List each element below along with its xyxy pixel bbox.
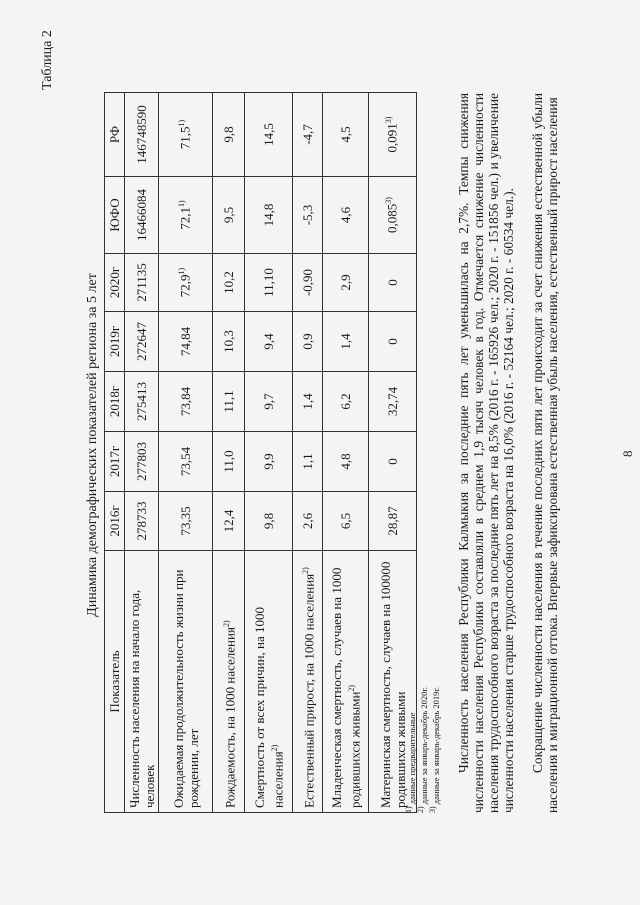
footnote-ref: 2) xyxy=(346,684,356,692)
value-cell xyxy=(245,93,293,177)
value-cell xyxy=(125,312,159,372)
table-row xyxy=(213,93,245,813)
value-cell xyxy=(323,177,369,254)
indicator-text: Смертность от всех причин, на 1000 населения xyxy=(251,606,286,808)
indicator-label xyxy=(293,551,323,813)
value-text: 11,1 xyxy=(220,390,236,413)
value-cell xyxy=(125,372,159,432)
value-text: 9,8 xyxy=(220,126,236,143)
table-row xyxy=(369,93,417,813)
value-text: 9,5 xyxy=(220,206,236,224)
value-text: 2,9 xyxy=(337,274,353,291)
table-row xyxy=(323,93,369,813)
value-cell xyxy=(369,432,417,492)
indicator-text: Ожидаемая продолжительность жизни при рождении, лет xyxy=(170,569,201,808)
value-text: 14,5 xyxy=(260,123,276,146)
value-text: -4,7 xyxy=(299,124,315,145)
value-text: 277803 xyxy=(133,442,149,481)
value-cell xyxy=(245,492,293,551)
value-cell xyxy=(125,254,159,312)
table-header-row xyxy=(105,93,125,813)
indicator-label xyxy=(213,551,245,813)
header-cell: ЮФО xyxy=(105,177,125,254)
footnote-text: данные предварительные xyxy=(406,712,417,805)
value-cell xyxy=(245,254,293,312)
value-cell xyxy=(293,372,323,432)
indicator-text: Материнская смертность, случаев на 100000 родившихся живыми xyxy=(377,561,408,808)
header-cell: Показатель xyxy=(105,551,125,813)
value-text: 72,1 xyxy=(177,206,193,230)
footnote-ref: 2) xyxy=(222,620,232,628)
header-cell: 2017г xyxy=(105,432,125,492)
indicator-text: Рождаемость, на 1000 населения xyxy=(222,627,238,808)
value-text: 73,84 xyxy=(177,386,193,417)
value-cell xyxy=(293,177,323,254)
value-text: 6,5 xyxy=(337,512,353,530)
value-cell xyxy=(213,312,245,372)
value-cell xyxy=(323,254,369,312)
value-text: 278733 xyxy=(133,501,149,541)
body-paragraph: Сокращение численности населения в течение последних пяти лет происходит за счет снижения естественной убыли населения и миграционной оттока. Впервые зафиксирована естественная убыль населения, естественный прирост населения xyxy=(530,93,560,813)
value-text: 146748590 xyxy=(133,105,149,164)
value-text: 9,9 xyxy=(260,453,276,470)
value-cell xyxy=(293,254,323,312)
footnote-ref: 2) xyxy=(301,567,311,574)
value-cell xyxy=(369,492,417,551)
value-text: 1,1 xyxy=(299,453,315,470)
footnote xyxy=(416,687,429,813)
header-cell: 2019г xyxy=(105,312,125,372)
value-text: 271135 xyxy=(133,263,149,302)
value-cell xyxy=(293,432,323,492)
value-cell xyxy=(323,93,369,177)
value-text: -5,3 xyxy=(299,204,315,226)
value-cell xyxy=(369,254,417,312)
value-cell xyxy=(125,432,159,492)
value-cell xyxy=(125,177,159,254)
demographics-table xyxy=(104,92,417,813)
footnote-ref: 1) xyxy=(177,267,187,275)
value-text: 0 xyxy=(384,458,400,465)
value-text: 9,7 xyxy=(260,393,276,410)
value-cell xyxy=(245,372,293,432)
header-cell: 2020г xyxy=(105,254,125,312)
value-cell xyxy=(125,93,159,177)
table-title: Динамика демографических показателей региона за 5 лет xyxy=(85,273,100,617)
value-text: 16466084 xyxy=(133,189,149,241)
footnote-text: данные за январь-декабрь 2019г. xyxy=(430,686,441,805)
value-cell xyxy=(125,492,159,551)
footnote-text: данные за январь-декабрь 2020г. xyxy=(418,686,429,805)
value-text: 2,6 xyxy=(299,512,315,530)
indicator-text: Численность населения на начало года, человек xyxy=(126,589,157,808)
value-text: 1,4 xyxy=(337,333,353,350)
value-text: 73,54 xyxy=(177,446,193,477)
value-cell xyxy=(245,177,293,254)
indicator-label xyxy=(245,551,293,813)
indicator-text: Младенческая смертность, случаев на 1000 родившихся живыми xyxy=(328,567,363,808)
value-text: 0,9 xyxy=(299,333,315,350)
table-row xyxy=(159,93,213,813)
value-cell xyxy=(213,432,245,492)
footnote-mark: 3) xyxy=(428,806,437,813)
value-text: 4,5 xyxy=(337,126,353,143)
value-text: 9,4 xyxy=(260,333,276,350)
value-text: -0,90 xyxy=(299,268,315,297)
value-cell xyxy=(213,177,245,254)
value-cell xyxy=(369,177,417,254)
footnote-ref: 2) xyxy=(269,744,279,752)
value-cell xyxy=(245,432,293,492)
page-number: 8 xyxy=(620,450,635,457)
header-cell: 2016г xyxy=(105,492,125,551)
table-row xyxy=(245,93,293,813)
footnote-ref: 1) xyxy=(177,200,187,207)
value-cell xyxy=(293,492,323,551)
value-text: 74,84 xyxy=(177,326,193,357)
value-text: 0,091 xyxy=(384,123,400,153)
indicator-label xyxy=(159,551,213,813)
footnote-ref: 1) xyxy=(177,119,187,127)
value-cell xyxy=(323,312,369,372)
indicator-label xyxy=(125,551,159,813)
value-cell xyxy=(213,93,245,177)
table-number-label: Таблица 2 xyxy=(40,30,55,90)
value-cell xyxy=(293,93,323,177)
value-text: 6,2 xyxy=(337,393,353,410)
value-text: 71,5 xyxy=(177,126,193,150)
value-text: 1,4 xyxy=(299,393,315,410)
value-cell xyxy=(159,492,213,551)
value-cell xyxy=(369,93,417,177)
value-text: 0 xyxy=(384,279,400,286)
footnote-mark: 1) xyxy=(404,806,413,813)
value-text: 11,10 xyxy=(260,268,276,297)
value-cell xyxy=(323,372,369,432)
footnote xyxy=(404,713,417,814)
value-cell xyxy=(293,312,323,372)
value-text: 10,2 xyxy=(220,271,236,294)
value-cell xyxy=(213,492,245,551)
value-cell xyxy=(245,312,293,372)
value-text: 9,8 xyxy=(260,512,276,530)
value-cell xyxy=(159,432,213,492)
value-text: 72,9 xyxy=(177,274,193,298)
value-text: 14,8 xyxy=(260,203,276,227)
value-text: 73,35 xyxy=(177,506,193,536)
value-text: 4,8 xyxy=(337,453,353,470)
footnote-mark: 2) xyxy=(416,806,425,813)
value-text: 10,3 xyxy=(220,330,236,353)
value-cell xyxy=(323,492,369,551)
value-text: 28,87 xyxy=(384,506,400,536)
value-cell xyxy=(159,177,213,254)
value-cell xyxy=(159,254,213,312)
body-paragraph: Численность населения Республики Калмыкия за последние пять лет уменьшилась на 2,7%. Темпы снижения численности населения Республики составляли в среднем 1,9 тысяч человек в год. Отмечается снижение численности населения трудоспособного возраста за последние пять лет на 8,5% (2016 г. - 165926 чел.; 2020 г. - 151856 чел.) и увеличение численности населения старше трудоспособного возраста на 16,0% (2016 г. - 52164 чел.; 2020 г. - 60534 чел.). xyxy=(456,93,516,813)
value-text: 275413 xyxy=(133,382,149,421)
footnote xyxy=(428,687,441,813)
value-cell xyxy=(323,432,369,492)
indicator-text: Естественный прирост, на 1000 населения xyxy=(301,573,317,808)
header-cell: РФ xyxy=(105,93,125,177)
value-cell xyxy=(369,312,417,372)
value-cell xyxy=(159,93,213,177)
header-cell: 2018г xyxy=(105,372,125,432)
value-cell xyxy=(159,312,213,372)
footnote-ref: 3) xyxy=(384,116,394,124)
value-cell xyxy=(369,372,417,432)
value-text: 4,6 xyxy=(337,206,353,224)
indicator-label xyxy=(323,551,369,813)
value-text: 11,0 xyxy=(220,450,236,473)
value-text: 0 xyxy=(384,338,400,345)
table-row xyxy=(293,93,323,813)
table-row xyxy=(125,93,159,813)
value-cell xyxy=(213,372,245,432)
value-cell xyxy=(213,254,245,312)
value-text: 272647 xyxy=(133,322,149,361)
value-text: 0,085 xyxy=(384,203,400,233)
footnote-ref: 3) xyxy=(384,197,394,204)
value-text: 32,74 xyxy=(384,386,400,417)
value-cell xyxy=(159,372,213,432)
value-text: 12,4 xyxy=(220,509,236,533)
